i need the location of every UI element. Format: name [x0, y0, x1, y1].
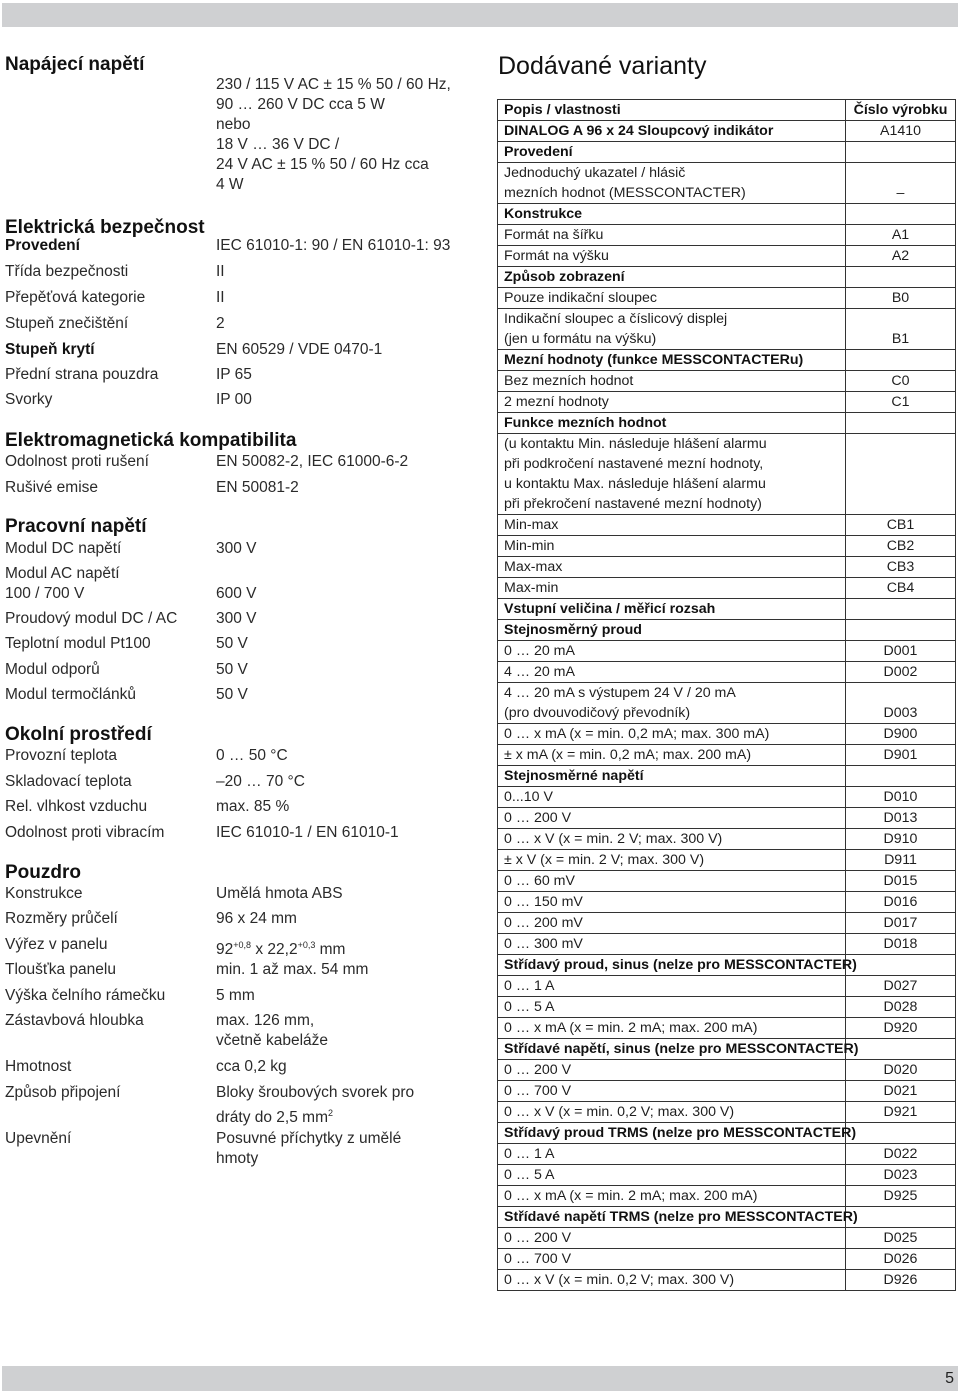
variant-product-number: A1: [846, 225, 956, 246]
variant-description: ± x mA (x = min. 0,2 mA; max. 200 mA): [498, 745, 846, 766]
variant-product-number: [846, 267, 956, 288]
variant-description: 0 … 60 mV: [498, 871, 846, 892]
variant-description: Min-min: [498, 536, 846, 557]
spec-value: IEC 61010-1: 90 / EN 61010-1: 93: [216, 237, 451, 254]
spec-label: Upevnění: [5, 1130, 72, 1147]
variant-description: 0 … 1 A: [498, 1144, 846, 1165]
variant-description: 0 … 20 mA: [498, 641, 846, 662]
variants-table: [497, 99, 956, 1291]
spec-value: max. 85 %: [216, 798, 290, 815]
variant-product-number: [846, 413, 956, 434]
spec-label: Proudový modul DC / AC: [5, 610, 178, 627]
variant-product-number: D017: [846, 913, 956, 934]
table-row: [498, 641, 956, 662]
table-row: [498, 1039, 956, 1060]
spec-value: II: [216, 263, 225, 280]
table-row: [498, 850, 956, 871]
variant-description: 0 … 150 mV: [498, 892, 846, 913]
variant-description: Provedení: [498, 142, 846, 163]
spec-value: Posuvné příchytky z umělé hmoty: [216, 1130, 402, 1167]
spec-value: II: [216, 289, 225, 306]
page-number: 5: [945, 1370, 954, 1387]
variant-product-number: [846, 142, 956, 163]
variant-description: 0 … x mA (x = min. 2 mA; max. 200 mA): [498, 1186, 846, 1207]
spec-value: IP 00: [216, 391, 252, 408]
spec-label: Skladovací teplota: [5, 773, 132, 790]
table-row: [498, 204, 956, 225]
variant-product-number: D020: [846, 1060, 956, 1081]
table-row: [498, 371, 956, 392]
spec-label: Modul DC napětí: [5, 540, 122, 557]
spec-label: Svorky: [5, 391, 53, 408]
table-row: [498, 934, 956, 955]
variant-product-number: D028: [846, 997, 956, 1018]
table-row: [498, 578, 956, 599]
variant-product-number: C1: [846, 392, 956, 413]
spec-value: –20 … 70 °C: [216, 773, 305, 790]
variant-description: Konstrukce: [498, 204, 846, 225]
variant-description: Střídavé napětí TRMS (nelze pro MESSCONTACTER): [498, 1207, 846, 1228]
table-row: [498, 829, 956, 850]
variant-product-number: A1410: [846, 121, 956, 142]
variant-product-number: D022: [846, 1144, 956, 1165]
variant-description: Vstupní veličina / měřicí rozsah: [498, 599, 846, 620]
spec-label: Stupeň znečištění: [5, 315, 129, 332]
connection-value: Bloky šroubových svorek pro dráty do 2,5 $mm^2$: [216, 1084, 415, 1127]
variant-description: ± x V (x = min. 2 V; max. 300 V): [498, 850, 846, 871]
table-row: [498, 1081, 956, 1102]
spec-value: 300 V: [216, 540, 257, 557]
variant-product-number: D027: [846, 976, 956, 997]
variant-product-number: CB2: [846, 536, 956, 557]
spec-value: min. 1 až max. 54 mm: [216, 961, 369, 978]
variant-description: 0 … 1 A: [498, 976, 846, 997]
spec-value: EN 60529 / VDE 0470-1: [216, 341, 383, 358]
table-row: [498, 267, 956, 288]
section-title-safety: Elektrická bezpečnost: [5, 217, 205, 238]
table-row: [498, 392, 956, 413]
table-row: [498, 434, 956, 515]
spec-label: Stupeň krytí: [5, 341, 95, 358]
table-row: [498, 913, 956, 934]
variant-description: 4 … 20 mA s výstupem 24 V / 20 mA (pro dvouvodičový převodník): [498, 683, 846, 724]
variant-product-number: D921: [846, 1102, 956, 1123]
variant-product-number: [846, 766, 956, 787]
variant-description: Způsob zobrazení: [498, 267, 846, 288]
table-row: [498, 808, 956, 829]
variant-product-number: D001: [846, 641, 956, 662]
spec-label: Přepěťová kategorie: [5, 289, 146, 306]
spec-label: Výřez v panelu: [5, 936, 108, 953]
spec-value: EN 50082-2, IEC 61000-6-2: [216, 453, 409, 470]
variant-description: 0 … x mA (x = min. 0,2 mA; max. 300 mA): [498, 724, 846, 745]
variant-description: 2 mezní hodnoty: [498, 392, 846, 413]
spec-label: Provedení: [5, 237, 80, 254]
spec-label: Provozní teplota: [5, 747, 118, 764]
spec-label: Modul AC napětí 100 / 700 V: [5, 565, 120, 602]
spec-label: Konstrukce: [5, 885, 83, 902]
variant-description: Střídavý proud, sinus (nelze pro MESSCONTACTER): [498, 955, 846, 976]
spec-label: Přední strana pouzdra: [5, 366, 159, 383]
variant-description: 0 … 300 mV: [498, 934, 846, 955]
table-row: [498, 662, 956, 683]
supply-value: 230 / 115 V AC ± 15 % 50 / 60 Hz, 90 … 260 V DC cca 5 W nebo 18 V … 36 V DC / 24 V AC ± 15 % 50 / 60 Hz cca 4 W: [216, 76, 451, 193]
variant-description: 0 … 700 V: [498, 1081, 846, 1102]
table-row: [498, 1165, 956, 1186]
variant-description: Stejnosměrný proud: [498, 620, 846, 641]
variant-description: 0 … 200 V: [498, 808, 846, 829]
variant-product-number: D900: [846, 724, 956, 745]
variant-description: Min-max: [498, 515, 846, 536]
spec-label: Zástavbová hloubka: [5, 1012, 144, 1029]
table-row: [498, 724, 956, 745]
variants-title: Dodávané varianty: [498, 52, 707, 80]
spec-value: 50 V: [216, 686, 248, 703]
table-row: [498, 1144, 956, 1165]
variant-description: Mezní hodnoty (funkce MESSCONTACTERu): [498, 350, 846, 371]
variant-description: Střídavé napětí, sinus (nelze pro MESSCONTACTER): [498, 1039, 846, 1060]
section-title-emc: Elektromagnetická kompatibilita: [5, 430, 297, 451]
table-row: [498, 225, 956, 246]
table-row: [498, 871, 956, 892]
table-row: [498, 121, 956, 142]
table-row: [498, 892, 956, 913]
table-row: [498, 536, 956, 557]
variant-description: 0...10 V: [498, 787, 846, 808]
spec-value: 2: [216, 315, 225, 332]
spec-value: 300 V: [216, 610, 257, 627]
table-row: [498, 413, 956, 434]
table-row: [498, 955, 956, 976]
variant-description: 0 … x mA (x = min. 2 mA; max. 200 mA): [498, 1018, 846, 1039]
variant-product-number: [846, 599, 956, 620]
spec-label: Teplotní modul Pt100: [5, 635, 151, 652]
spec-label: Odolnost proti vibracím: [5, 824, 165, 841]
variant-product-number: [846, 1207, 956, 1228]
variant-description: 0 … 5 A: [498, 1165, 846, 1186]
section-title-housing: Pouzdro: [5, 862, 81, 883]
footer-bar: [2, 1366, 958, 1391]
spec-value: max. 126 mm, včetně kabeláže: [216, 1012, 329, 1049]
variant-product-number: CB3: [846, 557, 956, 578]
spec-value: EN 50081-2: [216, 479, 299, 496]
variant-product-number: –: [846, 163, 956, 204]
spec-label: Rel. vlhkost vzduchu: [5, 798, 148, 815]
variant-product-number: B0: [846, 288, 956, 309]
table-row: [498, 1186, 956, 1207]
variant-description: Jednoduchý ukazatel / hlásič mezních hodnot (MESSCONTACTER): [498, 163, 846, 204]
variant-product-number: D925: [846, 1186, 956, 1207]
spec-label: Způsob připojení: [5, 1084, 121, 1101]
variant-description: Max-max: [498, 557, 846, 578]
spec-value: 96 x 24 mm: [216, 910, 297, 927]
table-row: [498, 1102, 956, 1123]
spec-label: Výška čelního rámečku: [5, 987, 166, 1004]
spec-value: 5 mm: [216, 987, 255, 1004]
section-title-supply: Napájecí napětí: [5, 54, 145, 75]
spec-label: Hmotnost: [5, 1058, 72, 1075]
spec-label: Třída bezpečnosti: [5, 263, 129, 280]
table-row: [498, 976, 956, 997]
table-row: [498, 246, 956, 267]
variant-product-number: [846, 350, 956, 371]
table-row: [498, 1249, 956, 1270]
spec-value: 50 V: [216, 661, 248, 678]
variant-product-number: [846, 620, 956, 641]
table-row: [498, 515, 956, 536]
variant-product-number: D025: [846, 1228, 956, 1249]
variant-product-number: C0: [846, 371, 956, 392]
variant-product-number: [846, 955, 956, 976]
variant-product-number: D901: [846, 745, 956, 766]
variant-description: 0 … x V (x = min. 0,2 V; max. 300 V): [498, 1270, 846, 1291]
variant-description: (u kontaktu Min. následuje hlášení alarmu při podkročení nastavené mezní hodnoty, u kontaktu Max. následuje hlášení alarmu při překročení nastavené mezní hodnoty): [498, 434, 846, 515]
spec-value: cca 0,2 kg: [216, 1058, 287, 1075]
table-row: [498, 163, 956, 204]
variant-product-number: D920: [846, 1018, 956, 1039]
variant-description: DINALOG A 96 x 24 Sloupcový indikátor: [498, 121, 846, 142]
spec-value: Umělá hmota ABS: [216, 885, 343, 902]
variant-description: Formát na výšku: [498, 246, 846, 267]
variant-product-number: D023: [846, 1165, 956, 1186]
table-row: [498, 1207, 956, 1228]
table-row: [498, 997, 956, 1018]
table-row: [498, 288, 956, 309]
variant-product-number: D911: [846, 850, 956, 871]
spec-label: Modul odporů: [5, 661, 100, 678]
variant-description: Bez mezních hodnot: [498, 371, 846, 392]
spec-value: 50 V: [216, 635, 248, 652]
panel-cutout-value: $92^{+0,8}$ x $22,2^{+0,3}$ mm: [216, 940, 346, 959]
variant-description: 0 … 200 mV: [498, 913, 846, 934]
variant-description: Funkce mezních hodnot: [498, 413, 846, 434]
spec-label: Modul termočlánků: [5, 686, 136, 703]
variant-description: Indikační sloupec a číslicový displej (jen u formátu na výšku): [498, 309, 846, 350]
variant-product-number: D015: [846, 871, 956, 892]
variant-product-number: D021: [846, 1081, 956, 1102]
spec-label: Odolnost proti rušení: [5, 453, 149, 470]
variant-description: Střídavý proud TRMS (nelze pro MESSCONTACTER): [498, 1123, 846, 1144]
table-row: [498, 1060, 956, 1081]
variant-product-number: [846, 204, 956, 225]
variant-description: 0 … 700 V: [498, 1249, 846, 1270]
variant-description: 0 … 5 A: [498, 997, 846, 1018]
header-bar: [2, 3, 958, 27]
variant-description: 0 … 200 V: [498, 1228, 846, 1249]
table-row: [498, 766, 956, 787]
section-title-environment: Okolní prostředí: [5, 724, 152, 745]
variant-product-number: A2: [846, 246, 956, 267]
table-row: [498, 620, 956, 641]
table-row: [498, 309, 956, 350]
spec-value: 0 … 50 °C: [216, 747, 288, 764]
variant-product-number: D010: [846, 787, 956, 808]
variant-product-number: D016: [846, 892, 956, 913]
variant-product-number: D013: [846, 808, 956, 829]
variant-product-number: D002: [846, 662, 956, 683]
variant-description: Stejnosměrné napětí: [498, 766, 846, 787]
table-header-row: [498, 100, 956, 121]
variant-product-number: B1: [846, 309, 956, 350]
variant-product-number: D910: [846, 829, 956, 850]
variant-description: Formát na šířku: [498, 225, 846, 246]
spec-label: Rušivé emise: [5, 479, 99, 496]
table-row: [498, 745, 956, 766]
spec-value: IP 65: [216, 366, 252, 383]
spec-label: Tloušťka panelu: [5, 961, 116, 978]
variant-product-number: CB1: [846, 515, 956, 536]
variant-description: Max-min: [498, 578, 846, 599]
table-row: [498, 1270, 956, 1291]
section-title-working-voltage: Pracovní napětí: [5, 516, 147, 537]
column-header-product-number: Číslo výrobku: [846, 100, 956, 121]
table-row: [498, 787, 956, 808]
table-row: [498, 350, 956, 371]
table-row: [498, 1018, 956, 1039]
table-row: [498, 142, 956, 163]
table-row: [498, 1228, 956, 1249]
spec-label: Rozměry průčelí: [5, 910, 118, 927]
table-row: [498, 557, 956, 578]
variant-product-number: D926: [846, 1270, 956, 1291]
spec-value: 600 V: [216, 585, 257, 602]
variant-description: Pouze indikační sloupec: [498, 288, 846, 309]
variant-description: 0 … x V (x = min. 0,2 V; max. 300 V): [498, 1102, 846, 1123]
variant-product-number: [846, 1123, 956, 1144]
variant-product-number: D003: [846, 683, 956, 724]
table-row: [498, 599, 956, 620]
variant-product-number: [846, 434, 956, 515]
variant-description: 0 … x V (x = min. 2 V; max. 300 V): [498, 829, 846, 850]
variant-description: 0 … 200 V: [498, 1060, 846, 1081]
variant-product-number: D026: [846, 1249, 956, 1270]
variant-product-number: D018: [846, 934, 956, 955]
variant-product-number: [846, 1039, 956, 1060]
variant-description: 4 … 20 mA: [498, 662, 846, 683]
spec-value: IEC 61010-1 / EN 61010-1: [216, 824, 399, 841]
column-header-description: Popis / vlastnosti: [498, 100, 846, 121]
table-row: [498, 1123, 956, 1144]
table-row: [498, 683, 956, 724]
variant-product-number: CB4: [846, 578, 956, 599]
